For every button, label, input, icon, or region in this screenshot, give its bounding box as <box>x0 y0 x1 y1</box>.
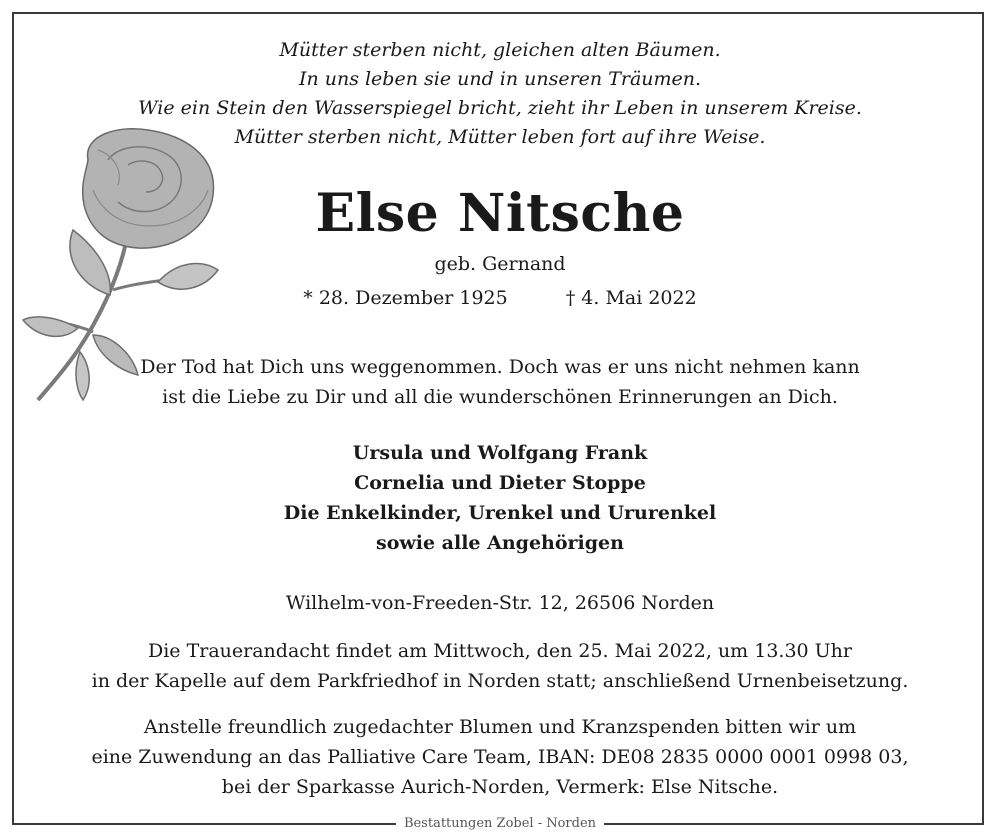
footer <box>0 812 1000 836</box>
death-date: † 4. Mai 2022 <box>565 287 697 309</box>
mourner: Die Enkelkinder, Urenkel und Ururenkel <box>283 502 717 524</box>
maiden-name: geb. Gernand <box>434 253 566 275</box>
poem-line: Mütter sterben nicht, gleichen alten Bäumen. <box>279 39 721 61</box>
funeral-home: Bestattungen Zobel - Norden <box>396 812 604 836</box>
donation-info <box>0 712 1000 802</box>
life-dates <box>0 284 1000 312</box>
quote-line: ist die Liebe zu Dir und all die wunderschönen Erinnerungen an Dich. <box>162 386 838 408</box>
memorial-quote <box>0 352 1000 412</box>
birth-date: * 28. Dezember 1925 <box>303 287 508 309</box>
mourner: Cornelia und Dieter Stoppe <box>354 472 646 494</box>
donation-line: eine Zuwendung an das Palliative Care Team, IBAN: DE08 2835 0000 0001 0998 03, <box>91 746 909 768</box>
deceased-name: Else Nitsche <box>315 183 685 244</box>
poem <box>0 36 1000 152</box>
poem-line: Wie ein Stein den Wasserspiegel bricht, zieht ihr Leben in unserem Kreise. <box>138 97 862 119</box>
address: Wilhelm-von-Freeden-Str. 12, 26506 Norden <box>285 592 715 614</box>
poem-line: Mütter sterben nicht, Mütter leben fort auf ihre Weise. <box>234 126 766 148</box>
rose-leaf <box>23 317 78 337</box>
poem-line: In uns leben sie und in unseren Träumen. <box>298 68 702 90</box>
service-info <box>0 636 1000 696</box>
mourners-list <box>0 438 1000 558</box>
mourner: sowie alle Angehörigen <box>376 532 624 554</box>
donation-line: bei der Sparkasse Aurich-Norden, Vermerk: Else Nitsche. <box>221 776 779 798</box>
donation-line: Anstelle freundlich zugedachter Blumen und Kranzspenden bitten wir um <box>143 716 857 738</box>
mourner: Ursula und Wolfgang Frank <box>352 442 648 464</box>
service-line: in der Kapelle auf dem Parkfriedhof in Norden statt; anschließend Urnenbeisetzung. <box>91 670 909 692</box>
service-line: Die Trauerandacht findet am Mittwoch, den 25. Mai 2022, um 13.30 Uhr <box>147 640 852 662</box>
quote-line: Der Tod hat Dich uns weggenommen. Doch was er uns nicht nehmen kann <box>140 356 860 378</box>
